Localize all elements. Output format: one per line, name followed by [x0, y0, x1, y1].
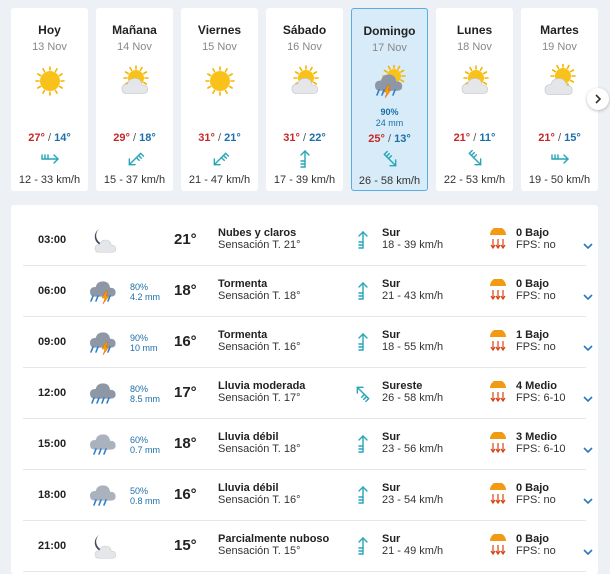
- wind: [382, 533, 443, 557]
- condition: [218, 278, 300, 302]
- uv-icon: [488, 534, 508, 556]
- day-card[interactable]: [181, 8, 258, 191]
- wind-speed: 18 - 55 km/h: [382, 341, 444, 353]
- condition-text: Tormenta: [218, 278, 268, 290]
- temp-max: 29°: [113, 132, 130, 144]
- day-name: Hoy: [38, 23, 61, 37]
- condition: [218, 329, 300, 353]
- sun-cloud-icon: [458, 64, 492, 98]
- day-temps: [436, 132, 513, 144]
- wind-arrow-icon: [353, 331, 373, 353]
- day-temps: [266, 132, 343, 144]
- uv-level: 0 Bajo: [516, 278, 550, 290]
- sun-icon: [33, 64, 67, 98]
- wind-speed: 12 - 33 km/h: [18, 174, 81, 186]
- day-temps: [181, 132, 258, 144]
- wind-speed: 26 - 58 km/h: [358, 175, 421, 187]
- precip-pct: 80%: [130, 282, 149, 292]
- wind-speed: 17 - 39 km/h: [273, 174, 336, 186]
- hour-time: 12:00: [38, 387, 67, 399]
- precip: [266, 106, 343, 117]
- wind-direction: Sureste: [382, 380, 423, 392]
- precip-pct: 90%: [380, 107, 399, 117]
- uv-level: 0 Bajo: [516, 533, 550, 545]
- uv-index: [516, 380, 566, 404]
- wind-arrow-icon: [353, 229, 373, 251]
- day-date: 15 Nov: [202, 41, 237, 53]
- precip-pct: 60%: [130, 435, 149, 445]
- sun-protection: FPS: 6-10: [516, 392, 566, 404]
- precip: [96, 106, 173, 117]
- wind-direction: Sur: [382, 329, 401, 341]
- day-temps: [352, 133, 427, 145]
- feels-like: Sensación T. 18°: [218, 290, 301, 302]
- hour-temp: 16°: [174, 486, 197, 503]
- temp-sep: /: [557, 132, 562, 144]
- uv-index: [516, 482, 556, 506]
- hour-temp: 18°: [174, 282, 197, 299]
- condition-text: Lluvia débil: [218, 431, 279, 443]
- sun-protection: FPS: no: [516, 494, 556, 506]
- precip: [130, 333, 158, 353]
- temp-min: 15°: [564, 132, 581, 144]
- day-card[interactable]: [11, 8, 88, 191]
- wind-arrow-icon: [380, 150, 400, 170]
- sun-icon: [203, 64, 237, 98]
- condition-text: Lluvia moderada: [218, 380, 306, 392]
- day-card[interactable]: [436, 8, 513, 191]
- hour-temp: 16°: [174, 333, 197, 350]
- hour-time: 18:00: [38, 489, 67, 501]
- wind-speed: 21 - 47 km/h: [188, 174, 251, 186]
- day-temps: [521, 132, 598, 144]
- precip: [352, 107, 427, 129]
- uv-icon: [488, 228, 508, 250]
- chevron-down-icon[interactable]: [582, 292, 594, 302]
- day-temps: [96, 132, 173, 144]
- day-temps: [11, 132, 88, 144]
- wind: [382, 431, 443, 455]
- chevron-down-icon[interactable]: [582, 496, 594, 506]
- uv-index: [516, 431, 566, 455]
- drizzle-icon: [89, 481, 117, 509]
- wind-speed: 21 - 49 km/h: [382, 545, 444, 557]
- uv-level: 1 Bajo: [516, 329, 550, 341]
- chevron-down-icon[interactable]: [582, 445, 594, 455]
- uv-icon: [488, 279, 508, 301]
- hour-temp: 21°: [174, 231, 197, 248]
- feels-like: Sensación T. 16°: [218, 341, 301, 353]
- temp-min: 22°: [309, 132, 326, 144]
- precip-mm: 4.2 mm: [130, 292, 161, 302]
- temp-min: 14°: [54, 132, 71, 144]
- wind-arrow-icon: [353, 535, 373, 557]
- wind-arrow-icon: [353, 433, 373, 455]
- hour-time: 06:00: [38, 285, 67, 297]
- sun-protection: FPS: no: [516, 239, 556, 251]
- wind-arrow-icon: [40, 149, 60, 169]
- wind-direction: Sur: [382, 482, 401, 494]
- precip: [130, 384, 160, 404]
- temp-sep: /: [473, 132, 477, 144]
- wind-arrow-icon: [295, 149, 315, 169]
- precip-mm: 0.8 mm: [130, 496, 161, 506]
- temp-max: 31°: [283, 132, 300, 144]
- uv-level: 3 Medio: [516, 431, 557, 443]
- temp-sep: /: [47, 132, 52, 144]
- wind-direction: Sur: [382, 431, 401, 443]
- hour-temp: 18°: [174, 435, 197, 452]
- uv-icon: [488, 432, 508, 454]
- wind-speed: 23 - 54 km/h: [382, 494, 444, 506]
- storm-icon: [89, 328, 117, 356]
- uv-icon: [488, 330, 508, 352]
- day-forecast-strip: [0, 0, 610, 200]
- hourly-forecast-panel: [11, 205, 598, 574]
- next-days-button[interactable]: [587, 88, 609, 110]
- drizzle-icon: [89, 430, 117, 458]
- chevron-down-icon[interactable]: [582, 547, 594, 557]
- condition-text: Parcialmente nuboso: [218, 533, 330, 545]
- temp-max: 25°: [368, 133, 385, 145]
- day-name: Mañana: [112, 23, 157, 37]
- hour-row[interactable]: [23, 470, 586, 521]
- uv-index: [516, 329, 556, 353]
- wind-speed: 22 - 53 km/h: [443, 174, 506, 186]
- chevron-down-icon[interactable]: [582, 343, 594, 353]
- moon-cloud-icon: [89, 532, 117, 560]
- wind-direction: Sur: [382, 533, 401, 545]
- day-card-selected[interactable]: [351, 8, 428, 191]
- uv-icon: [488, 483, 508, 505]
- hour-row[interactable]: [23, 368, 586, 419]
- precip: [436, 106, 513, 117]
- wind-speed: 23 - 56 km/h: [382, 443, 444, 455]
- sun-protection: FPS: no: [516, 290, 556, 302]
- condition-text: Tormenta: [218, 329, 268, 341]
- uv-icon: [488, 381, 508, 403]
- uv-index: [516, 533, 556, 557]
- day-date: 18 Nov: [457, 41, 492, 53]
- day-date: 19 Nov: [542, 41, 577, 53]
- feels-like: Sensación T. 17°: [218, 392, 301, 404]
- condition: [218, 533, 329, 557]
- precip: [11, 106, 88, 117]
- temp-min: 11°: [479, 132, 496, 144]
- hour-temp: 15°: [174, 537, 197, 554]
- wind-arrow-icon: [210, 149, 230, 169]
- wind-arrow-icon: [125, 149, 145, 169]
- moon-cloud-icon: [89, 226, 117, 254]
- day-card[interactable]: [96, 8, 173, 191]
- chevron-down-icon[interactable]: [582, 241, 594, 251]
- sun-cloud-icon: [118, 64, 152, 98]
- rain-icon: [89, 379, 117, 407]
- feels-like: Sensación T. 18°: [218, 443, 301, 455]
- uv-level: 0 Bajo: [516, 227, 550, 239]
- day-date: 13 Nov: [32, 41, 67, 53]
- wind-direction: Sur: [382, 227, 401, 239]
- hour-row[interactable]: [23, 215, 586, 266]
- precip-mm: 8.5 mm: [130, 394, 161, 404]
- temp-sep: /: [217, 132, 222, 144]
- day-name: Lunes: [456, 23, 493, 37]
- wind-arrow-icon: [353, 382, 373, 404]
- storm-sun-icon: [373, 65, 407, 99]
- wind-arrow-icon: [550, 149, 570, 169]
- hour-row[interactable]: [23, 317, 586, 368]
- precip-pct: 50%: [130, 486, 149, 496]
- wind: [382, 482, 443, 506]
- wind-speed: 18 - 39 km/h: [382, 239, 444, 251]
- temp-min: 18°: [139, 132, 156, 144]
- day-name: Domingo: [363, 24, 416, 38]
- cloud-sun-icon: [543, 64, 577, 98]
- uv-level: 4 Medio: [516, 380, 557, 392]
- uv-level: 0 Bajo: [516, 482, 550, 494]
- temp-sep: /: [387, 133, 392, 145]
- sun-cloud-icon: [288, 64, 322, 98]
- precip-pct: 80%: [130, 384, 149, 394]
- hour-row[interactable]: [23, 266, 586, 317]
- hour-time: 09:00: [38, 336, 67, 348]
- condition: [218, 431, 300, 455]
- temp-min: 13°: [394, 133, 411, 145]
- wind: [382, 227, 443, 251]
- chevron-right-icon: [593, 94, 603, 104]
- feels-like: Sensación T. 16°: [218, 494, 301, 506]
- condition-text: Lluvia débil: [218, 482, 279, 494]
- day-card[interactable]: [266, 8, 343, 191]
- storm-icon: [89, 277, 117, 305]
- precip: [181, 106, 258, 117]
- sun-protection: FPS: 6-10: [516, 443, 566, 455]
- wind-speed: 19 - 50 km/h: [528, 174, 591, 186]
- wind-arrow-icon: [353, 280, 373, 302]
- wind-speed: 21 - 43 km/h: [382, 290, 444, 302]
- day-name: Viernes: [197, 23, 242, 37]
- condition: [218, 482, 300, 506]
- temp-max: 31°: [198, 132, 215, 144]
- hour-time: 21:00: [38, 540, 67, 552]
- precip: [130, 282, 160, 302]
- wind-arrow-icon: [465, 149, 485, 169]
- temp-min: 21°: [224, 132, 241, 144]
- precip-mm: 24 mm: [375, 118, 404, 128]
- day-name: Martes: [540, 23, 579, 37]
- wind-speed: 15 - 37 km/h: [103, 174, 166, 186]
- temp-sep: /: [302, 132, 307, 144]
- precip-mm: 10 mm: [130, 343, 158, 353]
- wind: [382, 278, 443, 302]
- hour-temp: 17°: [174, 384, 197, 401]
- sun-protection: FPS: no: [516, 341, 556, 353]
- precip-mm: 0.7 mm: [130, 445, 161, 455]
- sun-protection: FPS: no: [516, 545, 556, 557]
- temp-sep: /: [132, 132, 137, 144]
- wind-speed: 26 - 58 km/h: [382, 392, 444, 404]
- precip: [130, 435, 160, 455]
- temp-max: 21°: [538, 132, 555, 144]
- feels-like: Sensación T. 15°: [218, 545, 301, 557]
- condition: [218, 227, 300, 251]
- chevron-down-icon[interactable]: [582, 394, 594, 404]
- hour-time: 15:00: [38, 438, 67, 450]
- wind: [382, 329, 443, 353]
- temp-max: 21°: [453, 132, 471, 144]
- hour-row[interactable]: [23, 521, 586, 572]
- day-name: Sábado: [282, 23, 327, 37]
- condition-text: Nubes y claros: [218, 227, 297, 239]
- wind-direction: Sur: [382, 278, 401, 290]
- feels-like: Sensación T. 21°: [218, 239, 301, 251]
- hour-time: 03:00: [38, 234, 67, 246]
- wind-arrow-icon: [353, 484, 373, 506]
- temp-max: 27°: [28, 132, 45, 144]
- uv-index: [516, 227, 556, 251]
- wind: [382, 380, 443, 404]
- precip: [521, 106, 598, 117]
- precip: [130, 486, 160, 506]
- day-date: 17 Nov: [372, 42, 407, 54]
- condition: [218, 380, 305, 404]
- hour-row[interactable]: [23, 419, 586, 470]
- day-date: 14 Nov: [117, 41, 152, 53]
- precip-pct: 90%: [130, 333, 149, 343]
- uv-index: [516, 278, 556, 302]
- day-date: 16 Nov: [287, 41, 322, 53]
